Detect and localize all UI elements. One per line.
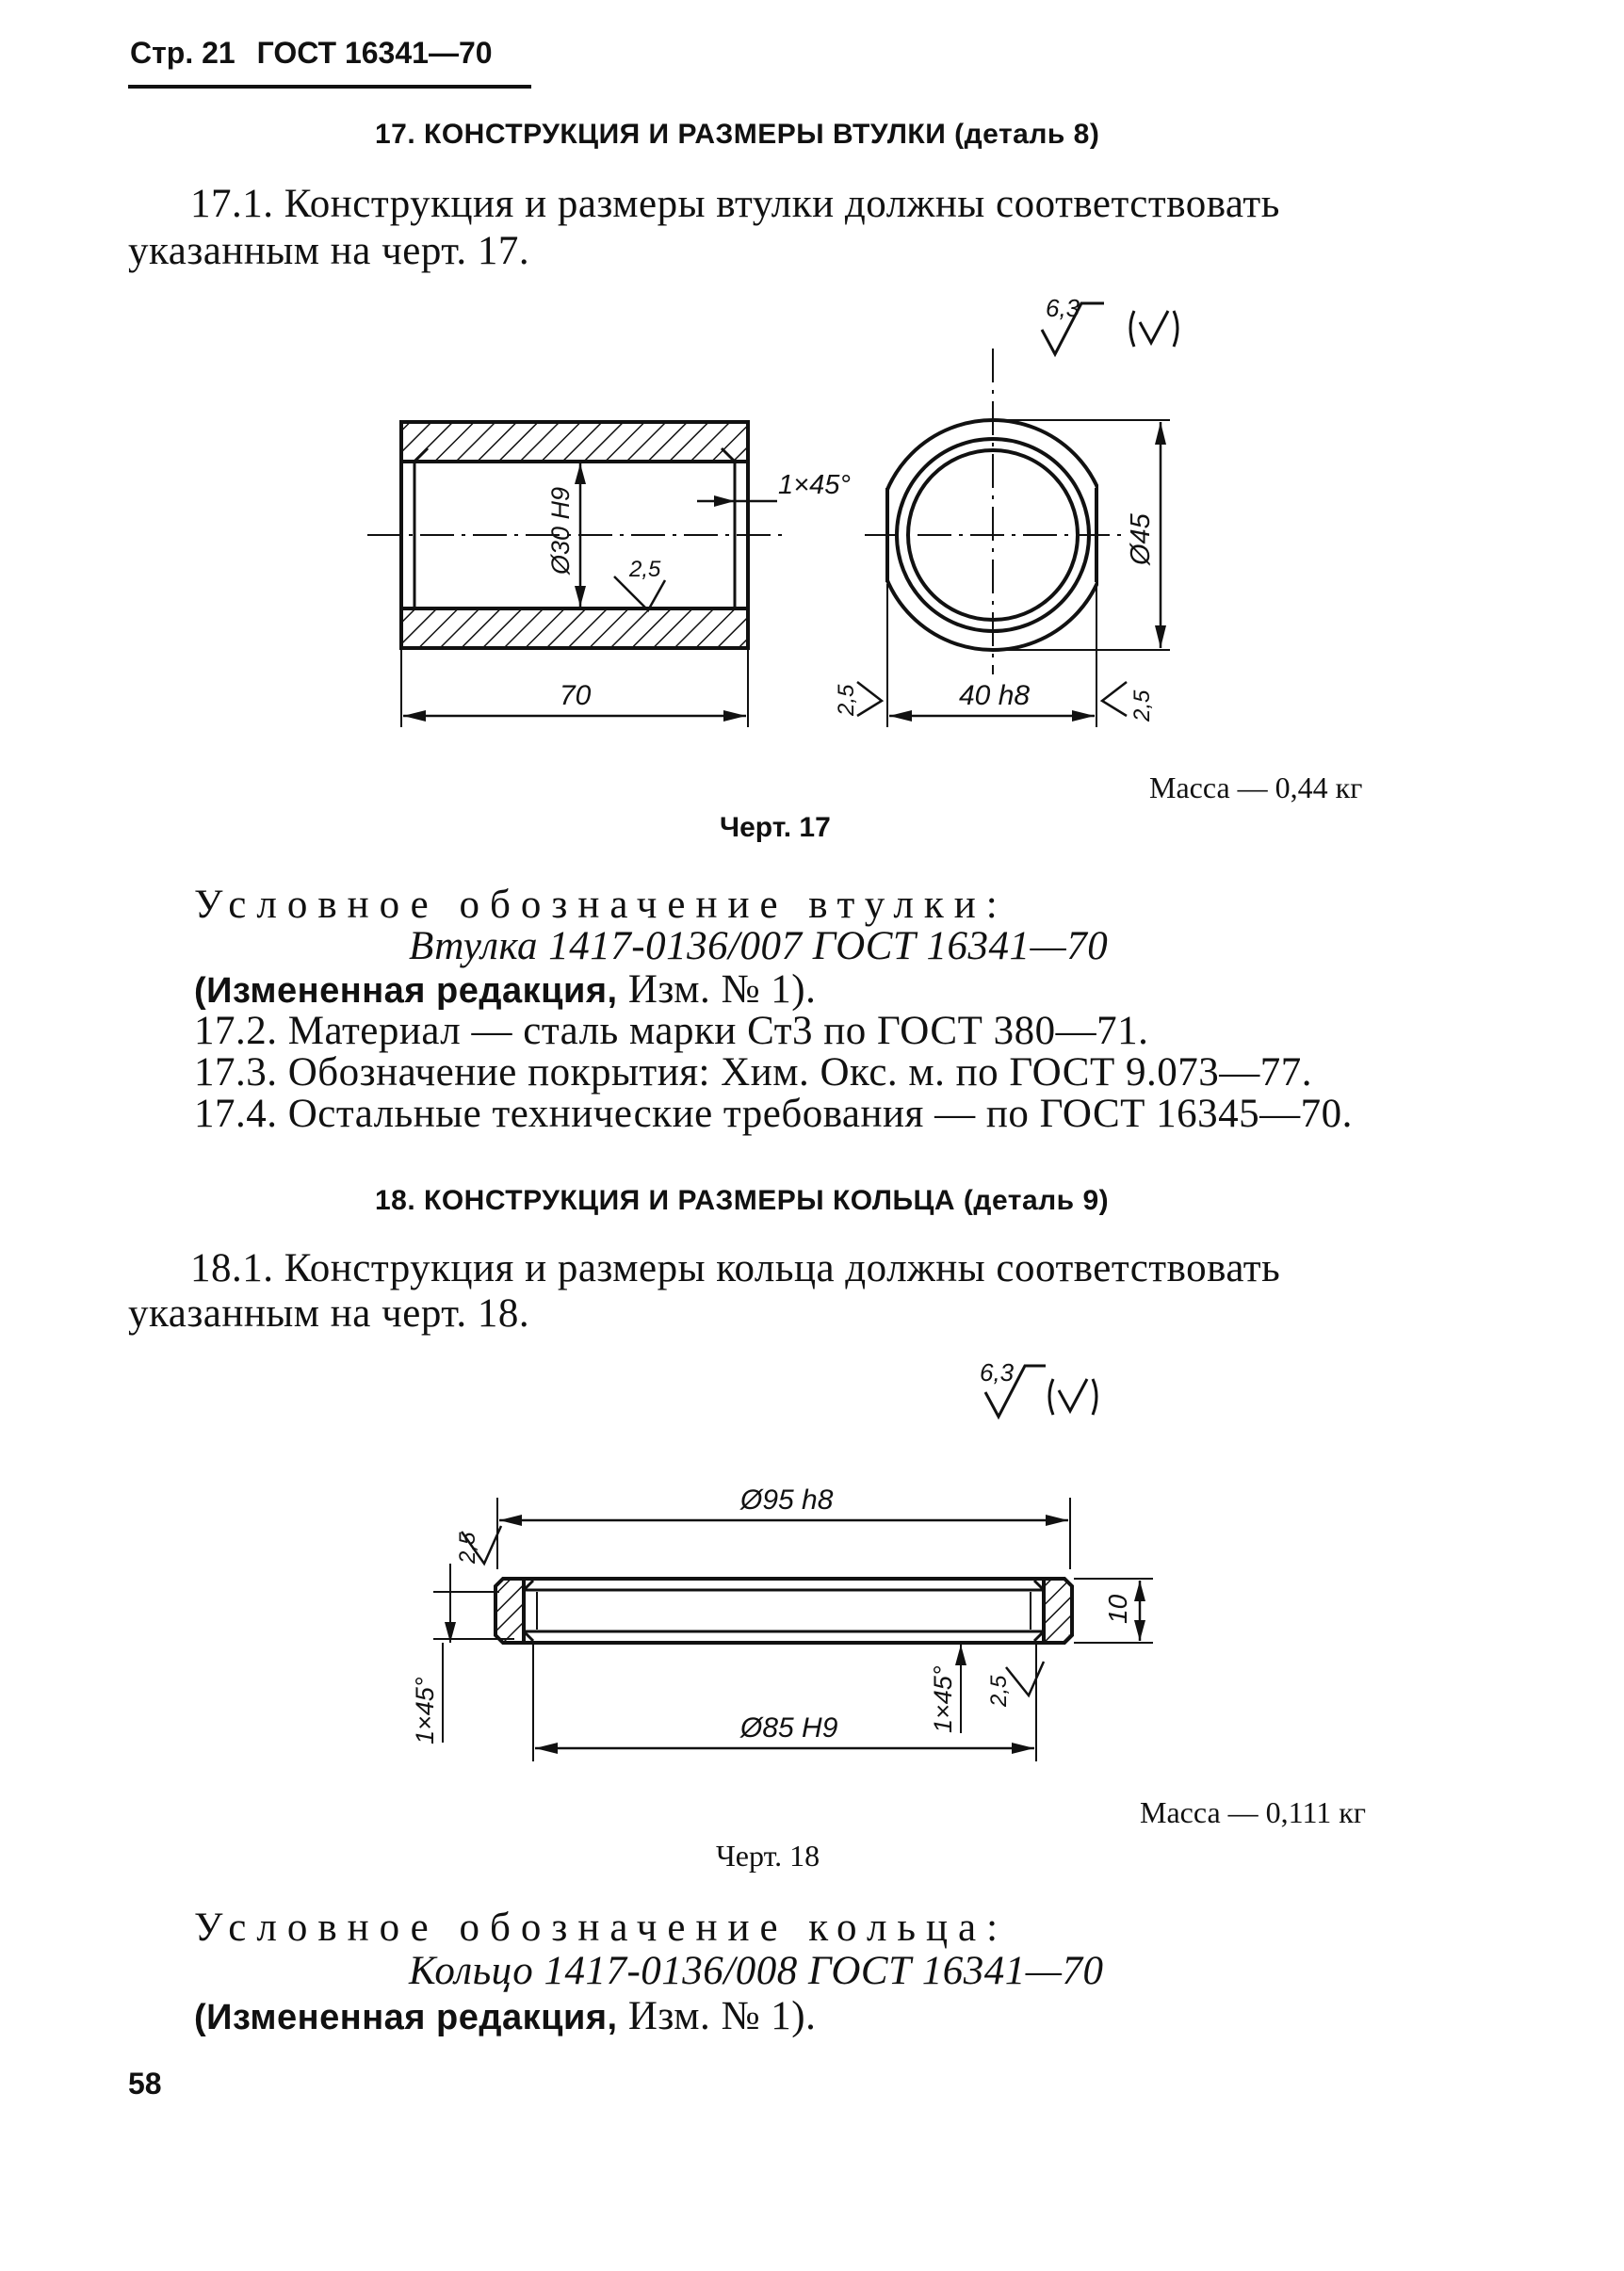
item-17-2: 17.2. Материал — сталь марки Ст3 по ГОСТ 380—71. xyxy=(194,1009,1149,1053)
page-label: Стр. 21 xyxy=(130,36,235,70)
roughness-value-17: 6,3 xyxy=(1046,294,1080,322)
revision-17 xyxy=(194,966,816,1013)
designation-label-17: Условное обозначение втулки: xyxy=(194,883,1008,927)
height-dimension-18: 10 xyxy=(1103,1594,1132,1624)
roughness-right-17: 2,5 xyxy=(1129,689,1155,722)
figure-caption-17: Черт. 17 xyxy=(720,812,831,843)
designation-18: Кольцо 1417-0136/008 ГОСТ 16341—70 xyxy=(409,1949,1104,1993)
revision-bold-17: (Измененная редакция, xyxy=(194,971,618,1011)
bushing-end-view xyxy=(857,349,1170,727)
revision-rest-17: Изм. № 1). xyxy=(617,967,817,1012)
drawing-17 xyxy=(0,0,1624,848)
roughness-right-18: 2,5 xyxy=(986,1675,1012,1707)
standard-label: ГОСТ 16341—70 xyxy=(256,36,493,70)
length-dimension: 70 xyxy=(560,680,592,711)
designation-label-18: Условное обозначение кольца: xyxy=(194,1906,1009,1950)
outer-diameter-18: Ø95 h8 xyxy=(740,1484,834,1516)
section18-heading: 18. КОНСТРУКЦИЯ И РАЗМЕРЫ КОЛЬЦА (деталь 9) xyxy=(375,1185,1110,1216)
section17-heading: 17. КОНСТРУКЦИЯ И РАЗМЕРЫ ВТУЛКИ (деталь 8) xyxy=(375,119,1100,150)
drawing-18 xyxy=(0,1319,1624,1809)
chamfer-right-18: 1×45° xyxy=(929,1665,957,1733)
chamfer-dimension-17: 1×45° xyxy=(778,470,851,500)
item-17-3: 17.3. Обозначение покрытия: Хим. Окс. м. по ГОСТ 9.073—77. xyxy=(194,1050,1312,1095)
revision-bold-18: (Измененная редакция, xyxy=(194,1998,618,2037)
roughness-left-18: 2,5 xyxy=(455,1532,480,1564)
revision-rest-18: Изм. № 1). xyxy=(617,1994,817,2038)
roughness-value-18: 6,3 xyxy=(980,1358,1015,1387)
page-number: 58 xyxy=(128,2067,162,2101)
chamfer-left-18: 1×45° xyxy=(411,1677,439,1744)
section17-para-line1: 17.1. Конструкция и размеры втулки должны соответствовать xyxy=(190,182,1280,226)
mass-18: Масса — 0,111 кг xyxy=(1140,1795,1366,1829)
section17-para-line2: указанным на черт. 17. xyxy=(128,229,530,273)
section18-para-line2: указанным на черт. 18. xyxy=(128,1291,530,1336)
inner-diameter-18: Ø85 H9 xyxy=(740,1712,838,1744)
designation-17: Втулка 1417-0136/007 ГОСТ 16341—70 xyxy=(409,924,1109,968)
mass-17: Масса — 0,44 кг xyxy=(1149,771,1363,804)
section18-para-line1: 18.1. Конструкция и размеры кольца должны соответствовать xyxy=(190,1246,1281,1290)
outer-diameter-17: Ø45 xyxy=(1126,513,1156,565)
figure-caption-18: Черт. 18 xyxy=(716,1839,820,1873)
flats-dimension: 40 h8 xyxy=(959,680,1031,711)
roughness-left-17: 2,5 xyxy=(834,684,859,716)
bore-dimension: Ø30 H9 xyxy=(546,486,575,575)
revision-18 xyxy=(194,1993,816,2039)
inner-roughness-17: 2,5 xyxy=(629,557,661,582)
item-17-4: 17.4. Остальные технические требования — по ГОСТ 16345—70. xyxy=(194,1092,1353,1136)
